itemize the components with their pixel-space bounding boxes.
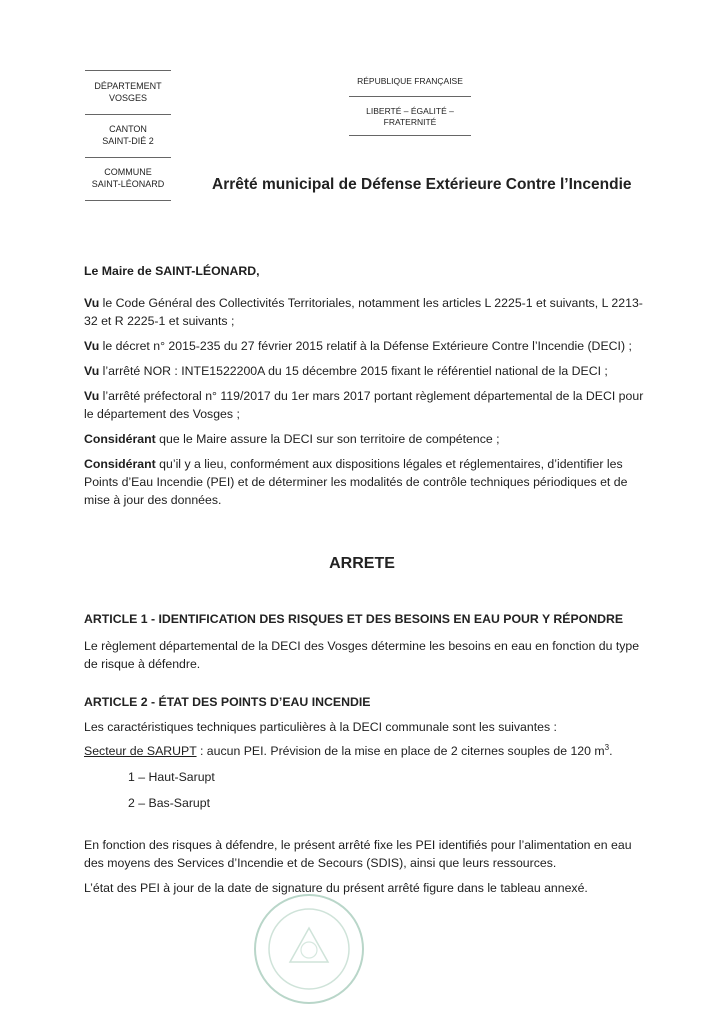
divider	[85, 157, 171, 158]
vu-lead: Vu	[84, 296, 100, 310]
sector-end: .	[609, 744, 613, 758]
vu-lead: Vu	[84, 339, 100, 353]
article-2-para-2: L’état des PEI à jour de la date de signature du présent arrêté figure dans le tableau annexé.	[84, 881, 588, 895]
considerant-lead: Considérant	[84, 457, 156, 471]
vu-paragraph-3	[84, 362, 644, 380]
considerant-paragraph-1	[84, 430, 644, 448]
article-1-heading: ARTICLE 1 - IDENTIFICATION DES RISQUES ET DES BESOINS EN EAU POUR Y RÉPONDRE	[84, 612, 624, 626]
considerant-lead: Considérant	[84, 432, 156, 446]
list-item: 1 – Haut-Sarupt	[128, 770, 215, 784]
departement-value: VOSGES	[108, 93, 147, 103]
article-2-heading: ARTICLE 2 - ÉTAT DES POINTS D’EAU INCENDIE	[84, 695, 371, 709]
divider	[85, 200, 171, 201]
page-title: Arrêté municipal de Défense Extérieure Contre l’Incendie	[212, 176, 632, 193]
canton-value: SAINT-DIÉ 2	[102, 136, 154, 146]
departement-label: DÉPARTEMENT	[94, 81, 162, 91]
arrete-heading: ARRETE	[329, 555, 395, 572]
vu-lead: Vu	[84, 389, 100, 403]
divider	[85, 70, 171, 71]
list-item: 2 – Bas-Sarupt	[128, 796, 211, 810]
divider	[349, 96, 471, 97]
divider	[349, 135, 471, 136]
sector-text: : aucun PEI. Prévision de la mise en place de 2 citernes souples de 120 m	[196, 744, 605, 758]
motto: LIBERTÉ – ÉGALITÉ – FRATERNITÉ	[366, 106, 454, 127]
intro	[84, 262, 644, 280]
article-2-para-1: En fonction des risques à défendre, le présent arrêté fixe les PEI identifiés pour l’alimentation en eau des moyens des Services d’Incendie et de Secours (SDIS), ainsi que leurs ressources.	[84, 838, 632, 870]
vu-paragraph-1	[84, 294, 644, 330]
commune-label: COMMUNE	[104, 167, 152, 177]
considerant-text: que le Maire assure la DECI sur son territoire de compétence ;	[155, 432, 500, 446]
vu-lead: Vu	[84, 364, 100, 378]
canton-label: CANTON	[109, 124, 147, 134]
vu-text: l’arrêté NOR : INTE1522200A du 15 décembre 2015 fixant le référentiel national de la DECI ;	[99, 364, 608, 378]
vu-text: l’arrêté préfectoral n° 119/2017 du 1er mars 2017 portant règlement départemental de la DECI pour le département des Vosges ;	[84, 389, 644, 421]
commune-value: SAINT-LÉONARD	[91, 179, 165, 189]
republic-block	[348, 76, 472, 136]
vu-text: le décret n° 2015-235 du 27 février 2015 relatif à la Défense Extérieure Contre l’Incendie (DECI) ;	[99, 339, 632, 353]
vu-text: le Code Général des Collectivités Territoriales, notamment les articles L 2225-1 et suivants, L 2213-32 et R 2225-1 et suivants ;	[84, 296, 643, 328]
admin-header-block	[84, 70, 172, 201]
sector-unit-sup: 3	[604, 742, 610, 752]
article-2-intro: Les caractéristiques techniques particulières à la DECI communale sont les suivantes :	[84, 720, 557, 734]
republic-label: RÉPUBLIQUE FRANÇAISE	[357, 76, 463, 86]
article-1-text: Le règlement départemental de la DECI des Vosges détermine les besoins en eau en fonction du type de risque à défendre.	[84, 639, 640, 671]
considerant-text: qu’il y a lieu, conformément aux dispositions légales et réglementaires, d’identifier les Points d’Eau Incendie (PEI) et de déterminer les modalités de contrôle techniques périodiques et de mise à jour des données.	[84, 457, 628, 507]
intro-text: Le Maire de SAINT-LÉONARD,	[84, 264, 260, 278]
sector-line	[84, 742, 644, 760]
sector-label: Secteur de SARUPT	[84, 744, 197, 758]
vu-paragraph-4	[84, 387, 644, 423]
considerant-paragraph-2	[84, 455, 644, 509]
divider	[85, 114, 171, 115]
mairie-seal-icon	[250, 890, 368, 1008]
vu-paragraph-2	[84, 337, 644, 355]
